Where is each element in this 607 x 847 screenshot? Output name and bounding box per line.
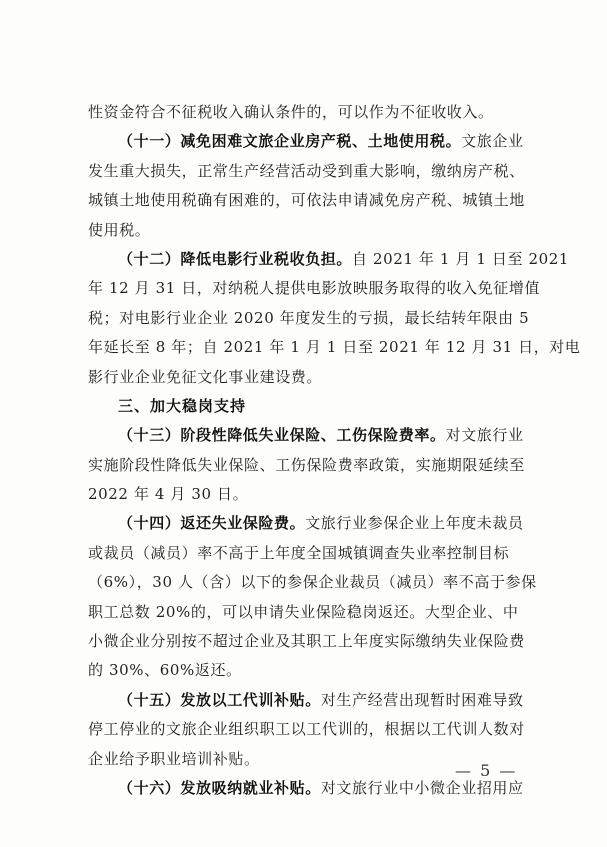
line-text: 年 12 月 31 日，对纳税人提供电影放映服务取得的收入免征增值	[88, 279, 541, 298]
text-line	[88, 656, 528, 685]
line-text: 对文旅行业	[445, 426, 524, 445]
text-line	[88, 568, 537, 597]
line-text: 发生重大损失，正常生产经营活动受到重大影响，缴纳房产税、	[88, 161, 525, 180]
paragraph-first-line	[88, 245, 570, 274]
section-heading-line	[88, 392, 528, 421]
line-text: 对生产经营出现暂时困难导致	[320, 690, 524, 709]
line-text: 影行业企业免征文化事业建设费。	[88, 367, 323, 386]
line-text: 实施阶段性降低失业保险、工伤保险费率政策，实施期限延续至	[88, 455, 525, 474]
text-line	[88, 274, 541, 303]
line-text: 文旅企业	[461, 132, 524, 151]
line-text: 使用税。	[88, 220, 151, 239]
paragraph-first-line	[88, 421, 528, 450]
item-heading: （十三）阶段性降低失业保险、工伤保险费率。	[118, 426, 446, 445]
line-text: 2022 年 4 月 30 日。	[88, 485, 249, 504]
line-text: 企业给予职业培训补贴。	[88, 749, 260, 768]
text-line	[88, 157, 528, 186]
line-text: 职工总数 20%的，可以申请失业保险稳岗返还。大型企业、中	[88, 602, 519, 621]
section-heading: 三、加大稳岗支持	[118, 396, 247, 415]
text-line	[88, 539, 528, 568]
document-body	[88, 98, 581, 803]
text-line	[88, 98, 528, 127]
line-text: 小微企业分别按不超过企业及其职工上年度实际缴纳失业保险费	[88, 632, 525, 651]
line-text: 或裁员（减员）率不高于上年度全国城镇调查失业率控制目标	[88, 543, 510, 562]
item-heading: （十二）降低电影行业税收负担。	[118, 249, 353, 268]
line-text: 自 2021 年 1 月 1 日至 2021	[352, 249, 570, 268]
paragraph-first-line	[88, 127, 528, 156]
line-text: （6%），30 人（含）以下的参保企业裁员（减员）率不高于参保	[88, 573, 537, 592]
text-line	[88, 186, 528, 215]
line-text: 的 30%、60%返还。	[88, 661, 242, 680]
line-text: 文旅行业参保企业上年度未裁员	[305, 514, 524, 533]
text-line	[88, 304, 528, 333]
text-line	[88, 480, 528, 509]
text-line	[88, 363, 528, 392]
text-line	[88, 451, 528, 480]
item-heading: （十五）发放以工代训补贴。	[118, 690, 321, 709]
text-line	[88, 598, 528, 627]
page-number: — 5 —	[455, 761, 518, 780]
text-line	[88, 216, 528, 245]
paragraph-first-line	[88, 509, 528, 538]
line-text: 税；对电影行业企业 2020 年度发生的亏损，最长结转年限由 5	[88, 308, 530, 327]
text-line	[88, 333, 581, 362]
paragraph-first-line	[88, 686, 528, 715]
item-heading: （十一）减免困难文旅企业房产税、土地使用税。	[118, 132, 462, 151]
text-line	[88, 715, 528, 744]
line-text: 城镇土地使用税确有困难的，可依法申请减免房产税、城镇土地	[88, 191, 525, 210]
item-heading: （十六）发放吸纳就业补贴。	[118, 778, 321, 797]
line-text: 性资金符合不征税收入确认条件的，可以作为不征收收入。	[88, 103, 494, 121]
item-heading: （十四）返还失业保险费。	[118, 514, 306, 533]
text-line	[88, 627, 528, 656]
line-text: 对文旅行业中小微企业招用应	[320, 778, 524, 797]
line-text: 年延长至 8 年；自 2021 年 1 月 1 日至 2021 年 12 月 31 日，对电	[88, 338, 581, 357]
line-text: 停工停业的文旅企业组织职工以工代训的，根据以工代训人数对	[88, 720, 525, 739]
